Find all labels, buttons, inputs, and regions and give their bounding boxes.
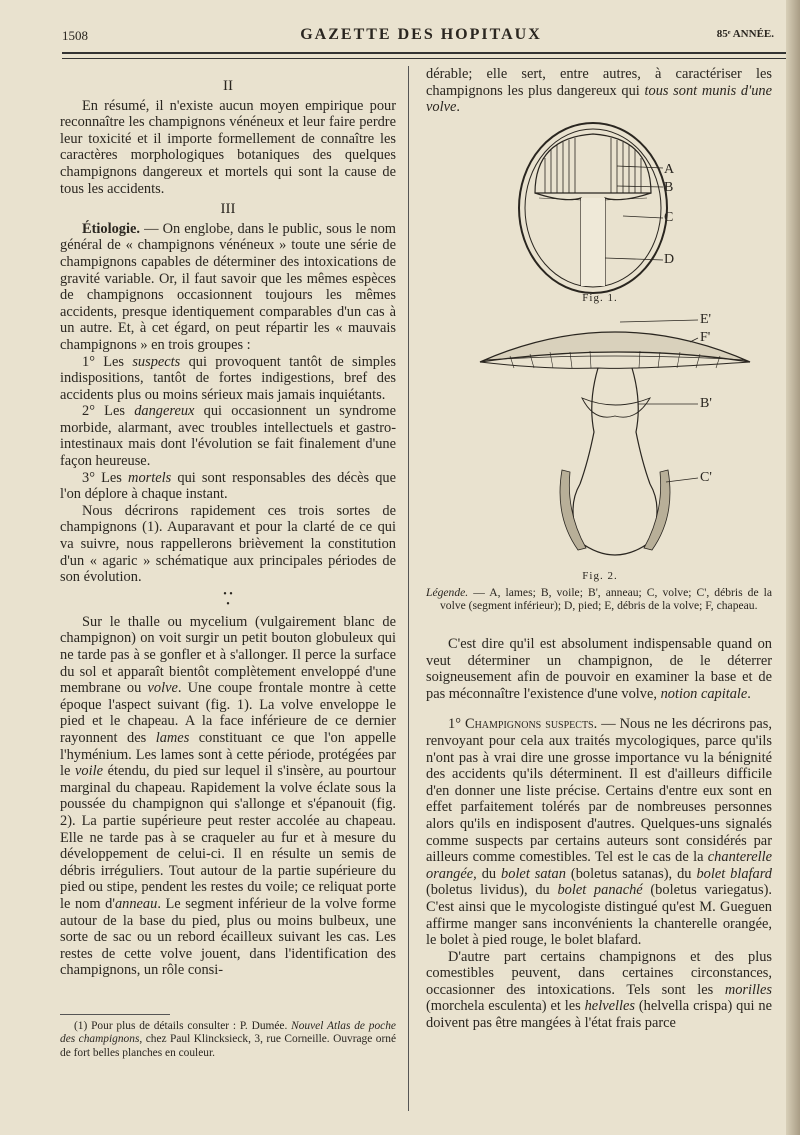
section-heading-ii: II (223, 78, 233, 94)
section-heading-iii: III (220, 201, 236, 218)
fig1-label-d: D (664, 252, 675, 267)
fig1-label-c: C (664, 210, 674, 225)
fig1-label-a: A (664, 162, 675, 177)
fig1-label-b: B (664, 180, 674, 195)
footnote-rule (60, 1014, 170, 1015)
page-header (62, 24, 780, 50)
group-dangereux: 2° Les dangereux qui occasionnent un syndrome morbide, alarmant, avec troubles intellectuels et gastro-intestinaux mais dont l'évolution se fait finalement d'une façon heureuse. (60, 403, 396, 470)
paragraph-decrirons: Nous décrirons rapidement ces trois sortes de champignons (1). Auparavant et pour la clarté de ce qui va suivre, nous rappellerons brièvement la constitution d'un « agaric » schématique aux principales périodes de son évolution. (60, 502, 396, 586)
figure-2-caption: Fig. 2. (582, 570, 618, 582)
fig2-label-e: E' (700, 312, 712, 327)
fig2-label-c-prime: C' (700, 470, 712, 485)
paragraph-dautre-part: D'autre part certains champignons et des plus comestibles peuvent, dans certaines circonstances, occasionner des intoxications. Tels sont les morilles (morchela esculenta) et les helvelles (helvella crispa) qui ne doivent pas être mangées à l'état frais parce (426, 948, 772, 1032)
page-edge-shadow (786, 0, 800, 1135)
page-number: 1508 (62, 28, 88, 43)
paragraph-champignons-suspects: 1° Champignons suspects. — Nous ne les décrirons pas, renvoyant pour cela aux traités mycologiques, parce qu'ils n'ont pas à vrai dire une grosse importance vu la bénignité des accidents qu'ils déterminent. Il est d'ailleurs difficile d'en donner une liste précise. Certains d'entre eux sont en effet parfaitement tolérés par de nombreuses personnes alors qu'ils en indisposent d'autres. Quelques-uns signalés comme suspects par certains auteurs sont considérés par ailleurs comme comestibles. Tel est le cas de la chanterelle orangée, du bolet satan (boletus satanas), du bolet blafard (boletus lividus), du bolet panaché (boletus variegatus). C'est ainsi que le mycologiste distingué qu'est M. Gueguen affirme manger sans inconvénients la chanterelle orangée, le bolet à pied rouge, le bolet blafard. (426, 716, 773, 949)
figure-2-mature-stage (470, 312, 760, 570)
paragraph-continuation: dérable; elle sert, entre autres, à caractériser les champignons les plus dangereux qui tous sont munis d'une volve. (426, 66, 772, 116)
right-column-top (426, 66, 772, 116)
figure-legend: Légende. — A, lames; B, voile; B', anneau; C, volve; C', débris de la volve (segment inférieur); D, pied; E, débris de la volve; F, chapeau. (426, 586, 772, 613)
footnote: (1) Pour plus de détails consulter : P. Dumée. Nouvel Atlas de poche des champignons, chez Paul Klincksieck, 3, rue Corneille. Ouvrage orné de fort belles planches en couleur. (60, 1020, 396, 1059)
fig2-label-b-prime: B' (700, 396, 712, 411)
header-rule-thin (62, 58, 786, 59)
paragraph-cest-dire: C'est dire qu'il est absolument indispensable quand on veut déterminer un champignon, de le déterrer soigneusement afin de pouvoir en examiner la base et de pas méconnaître l'existence d'une volve, notion capitale. (426, 636, 772, 702)
paragraph-etiologie: Étiologie. — On englobe, dans le public, sous le nom général de « champignons vénéneux » toute une série de champignons capables de déterminer des intoxications de gravité variable. Or, il faut savoir que les mêmes espèces de champignons occasionnent toujours les mêmes accidents, presque identiquement comparables d'un cas à un autre. Et, à cet égard, on peut répartir les « mauvais champignons » en trois groupes : (60, 220, 396, 353)
group-suspects: 1° Les suspects qui provoquent tantôt de simples indispositions, tantôt de fortes indigestions, bref des accidents plus ou moins sérieux mais jamais inquiétants. (60, 353, 396, 403)
group-mortels: 3° Les mortels qui sont responsables des décès que l'on déplore à chaque instant. (60, 469, 396, 503)
journal-year: 85ᵉ ANNÉE. (716, 28, 774, 40)
left-column (60, 74, 396, 979)
paragraph-thalle: Sur le thalle ou mycelium (vulgairement blanc de champignon) on voit surgir un petit bouton globuleux qui ne tarde pas à se gonfler et à s'allonger. Il perce la surface du sol et apparaît bientôt complètement enveloppé d'une membrane ou volve. Une coupe frontale montre à cette époque l'aspect suivant (fig. 1). La volve enveloppe le pied et le chapeau. A la face inférieure de ce dernier rayonnent des lames constituant ce que l'on appelle l'hyménium. Les lames sont à cette période, protégées par le voile étendu, du pied sur lequel il s'insère, au pourtour marginal du chapeau. Rapidement la volve éclate sous la poussée du champignon qui s'allonge et s'épanouit (fig. 2). La partie supérieure peut rester accolée au chapeau. Elle ne tarde pas à se craqueler au fur et à mesure du développement de celui-ci. Il en résulte un semis de débris irréguliers. Tout autour de la partie supérieure du pied ou stipe, pendent les restes du voile; ce reliquat porte le nom d'anneau. Le segment inférieur de la volve forme autour de la base du pied, plus ou moins bulbeux, une sorte de sac ou un rebord écailleux suivant les cas. Les restes de cette volve jouent, dans l'identification des champignons, un rôle consi- (60, 613, 397, 979)
right-column-bottom (426, 636, 772, 1032)
fig2-label-f: F' (700, 330, 711, 345)
section-dots: • • • (223, 588, 233, 610)
paragraph-resume: En résumé, il n'existe aucun moyen empirique pour reconnaître les champignons vénéneux et leur faire perdre leur toxicité et il importe formellement de connaître les caractères morphologiques botaniques des quelques champignons dangereux et mortels qui sont la cause de tous les accidents. (60, 97, 396, 197)
column-separator (408, 66, 409, 1111)
header-rule (62, 52, 786, 54)
etiologie-lead: Étiologie. (82, 220, 140, 237)
journal-title: GAZETTE DES HOPITAUX (300, 26, 542, 43)
figure-1-caption: Fig. 1. (582, 292, 618, 304)
